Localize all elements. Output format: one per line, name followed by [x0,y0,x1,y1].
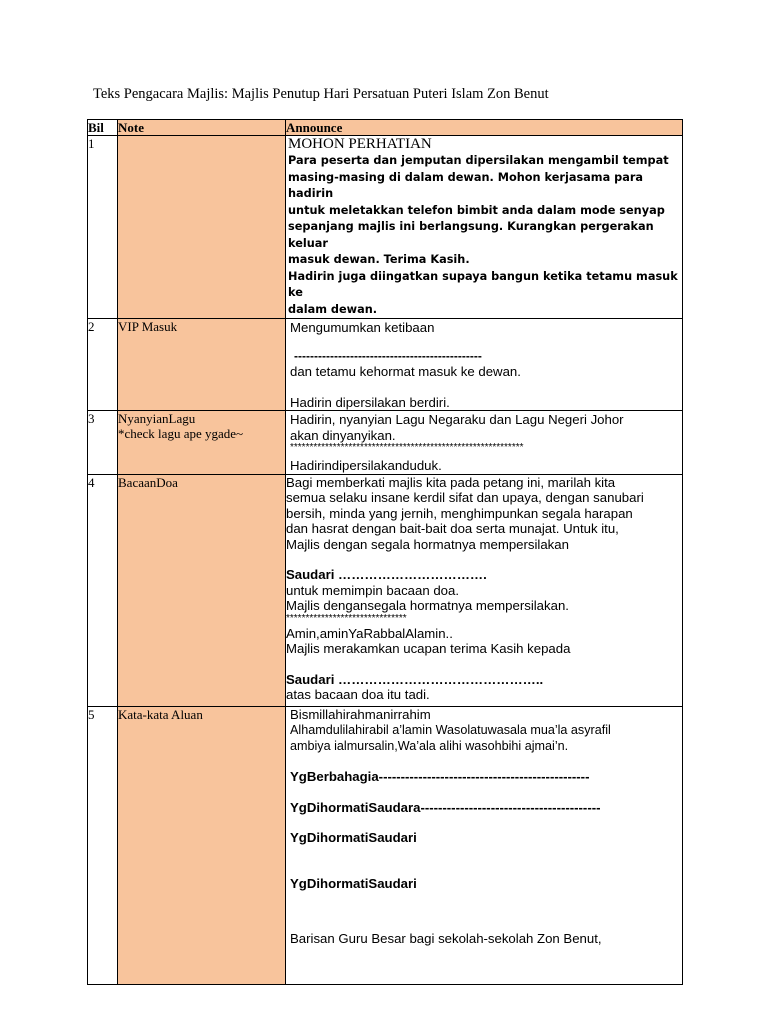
row-announce [286,706,683,984]
row-number: 2 [88,319,118,411]
announce-line: bersih, minda yang jernih, menghimpunkan segala harapan [286,505,633,521]
announce-line: Amin,aminYaRabbalAlamin.. [286,625,453,641]
row-number: 4 [88,474,118,706]
salutation-line: YgDihormatiSaudari [290,830,417,845]
announce-line: Barisan Guru Besar bagi sekolah-sekolah Zon Benut, [290,931,602,946]
announce-line: semua selaku insane kerdil sifat dan upaya, dengan sanubari [286,490,644,505]
announce-line: untuk meletakkan telefon bimbit anda dalam mode senyap [288,203,665,217]
table-row [88,706,683,984]
row-number: 1 [88,136,118,319]
announce-line: masuk dewan. Terima Kasih. [288,253,470,266]
salutation-line: YgBerbahagia------------------------------------------------ [290,769,590,784]
announce-line: ambiya ialmursalin,Wa’ala alihi wasohbihi ajmai’n. [290,739,569,753]
announce-line: dan hasrat dengan bait-bait doa serta munajat. Untuk itu, [286,521,619,536]
saudari-blank: Saudari ……………………………. [286,567,487,582]
announce-line: Alhamdulilahirabil a’lamin Wasolatuwasala mua’la asyrafil [290,723,611,737]
row-announce [286,411,683,475]
announce-line: dalam dewan. [288,302,378,316]
table-row [88,474,683,706]
row-announce [286,136,683,319]
note-line: NyanyianLagu [118,411,196,426]
header-bil: Bil [88,120,118,136]
stars-separator: ************************************************************ [290,442,524,453]
table-row [88,319,683,411]
announce-line: dan tetamu kehormat masuk ke dewan. [290,364,521,379]
announcement-table [87,119,683,985]
announce-line: untuk memimpin bacaan doa. [286,582,460,598]
header-note: Note [118,120,286,136]
document-title: Teks Pengacara Majlis: Majlis Penutup Hari Persatuan Puteri Islam Zon Benut [93,86,549,102]
announce-line: Hadirin juga diingatkan supaya bangun ketika tetamu masuk ke [288,269,678,299]
table-row [88,136,683,319]
announce-line: Hadirin dipersilakan berdiri. [290,394,450,410]
announce-line: Majlis merakamkan ucapan terima Kasih kepada [286,641,571,656]
saudari-blank: Saudari ……………………………………….. [286,671,544,687]
announce-line: Bismillahirahmanirrahim [290,706,431,722]
salutation-line: YgDihormatiSaudari [290,875,417,891]
row-note: VIP Masuk [118,319,286,411]
announce-line: Majlis dengansegala hormatnya mempersilakan. [286,598,569,613]
mohon-perhatian-heading: MOHON PERHATIAN [288,136,432,152]
row-note [118,136,286,319]
stars-separator: ******************************* [286,612,407,624]
row-note: Kata-kata Aluan [118,706,286,984]
row-note: BacaanDoa [118,474,286,706]
row-announce [286,474,683,706]
header-announce: Announce [286,120,683,136]
row-number: 3 [88,411,118,475]
announce-line: Bagi memberkati majlis kita pada petang ini, marilah kita [286,474,616,490]
row-number: 5 [88,706,118,984]
announce-line: Para peserta dan jemputan dipersilakan mengambil tempat [288,154,669,167]
table-header-row [88,120,683,136]
announce-line: atas bacaan doa itu tadi. [286,687,430,702]
announce-line: masing-masing di dalam dewan. Mohon kerjasama para hadirin [288,170,644,200]
table-row [88,411,683,475]
note-line: *check lagu ape ygade~ [118,426,244,441]
announce-line: Mengumumkan ketibaan [290,320,435,335]
salutation-line: YgDihormatiSaudara----------------------------------------- [290,799,601,815]
row-announce [286,319,683,411]
announce-line: Majlis dengan segala hormatnya mempersilakan [286,536,569,552]
announce-line: Hadirindipersilakanduduk. [290,458,442,473]
announce-line: akan dinyanyikan. [290,427,396,443]
row-note [118,411,286,475]
announce-line: Hadirin, nyanyian Lagu Negaraku dan Lagu Negeri Johor [290,412,624,427]
announce-line: sepanjang majlis ini berlangsung. Kurangkan pergerakan keluar [288,220,654,250]
blank-dashes: ----------------------------------------------- [294,348,482,363]
